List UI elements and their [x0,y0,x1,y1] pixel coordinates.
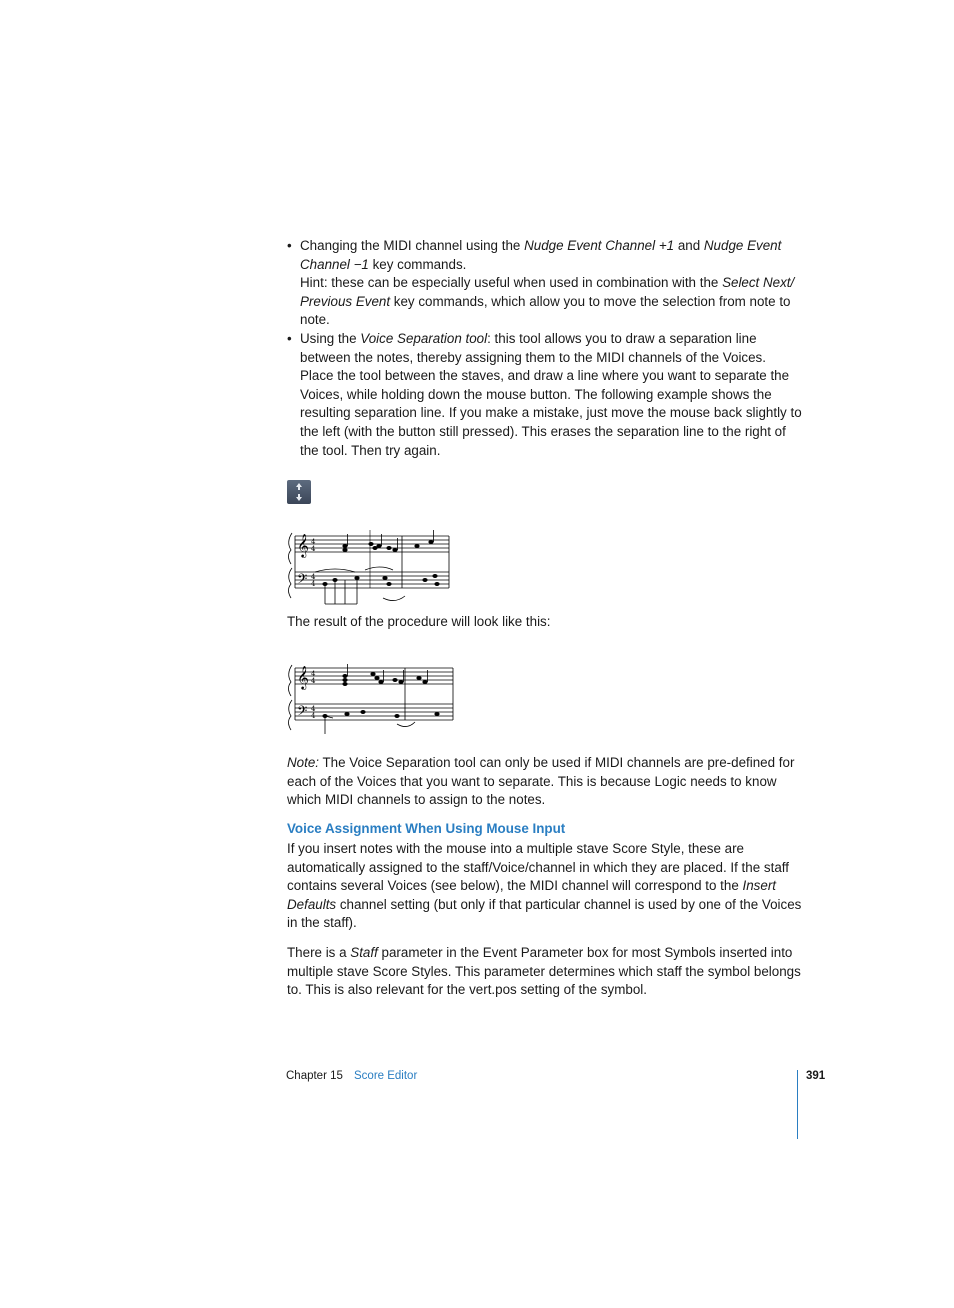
bullet1-command2: Nudge Event Channel −1 [300,238,782,272]
up-down-arrows-icon [287,480,311,504]
hint-text2: key commands, which allow you to move the selection from note to note. [300,293,791,328]
footer-chapter: Chapter 15 [286,1070,343,1082]
svg-text:4: 4 [311,677,316,685]
section-heading: Voice Assignment When Using Mouse Input [287,821,566,836]
bullet1-command1: Nudge Event Channel +1 [524,238,675,253]
score-example-separation [285,528,455,608]
bullet1-text2: and [674,238,704,253]
bullet1-text: Changing the MIDI channel using the [300,238,525,253]
svg-text:4: 4 [311,705,316,713]
bullet-voice-separation [287,330,802,460]
svg-text:4: 4 [311,670,316,678]
svg-text:4: 4 [311,573,316,581]
hint-text: Hint: these can be especially useful when used in combination with the [300,275,723,291]
bullet2-text2: : this tool allows you to draw a separation line between the notes, thereby assigning them to the MIDI channels of the Voices. Place the tool between the staves, and draw a line where you want to separate the Voices, while holding down the mouse button. The following example shows the resulting separation line. If you make a mistake, just move the mouse back slightly to the left (with the button still pressed). This erases the separation line to the right of the tool. Then try again. [300,330,802,458]
para2-text: There is a [287,945,351,960]
paragraph-staff-parameter [287,944,802,1000]
para1-text: If you insert notes with the mouse into a multiple stave Score Style, these are automatically assigned to the staff/Voice/channel in which they are placed. If the staff contains several Voices (see below), the MIDI channel will correspond to the [287,841,789,894]
para1-insert-defaults: Insert Defaults [287,878,777,912]
svg-text:𝄞: 𝄞 [297,533,309,557]
svg-text:4: 4 [311,580,316,588]
para1-text2: channel setting (but only if that particular channel is used by one of the Voices in the staff). [287,896,802,931]
svg-text:4: 4 [311,712,316,720]
footer-page-number: 391 [806,1070,826,1082]
bullet2-tool-name: Voice Separation tool [360,330,488,346]
note-label: Note: [287,755,320,770]
bullet-list [287,237,802,460]
note-paragraph [287,754,802,810]
svg-text:𝄢: 𝄢 [297,703,308,722]
hint-command: Select Next/ Previous Event [300,275,795,309]
svg-text:4: 4 [311,538,316,546]
para2-text2: parameter in the Event Parameter box for most Symbols inserted into multiple stave Score Styles. This parameter determines which staff the symbol belongs to. This is also relevant for the vert.pos setting of the symbol. [287,945,801,998]
paragraph-mouse-input [287,840,802,933]
para2-staff: Staff [350,945,378,960]
bullet-nudge-channel [287,237,802,330]
result-caption: The result of the procedure will look like this: [287,614,551,629]
svg-text:𝄢: 𝄢 [297,571,308,590]
bullet1-text3: key commands. [368,256,467,272]
note-text: The Voice Separation tool can only be used if MIDI channels are pre-defined for each of the Voices that you want to separate. This is because Logic needs to know which MIDI channels to assign to the notes. [287,755,795,808]
footer-chapter-title: Score Editor [354,1070,418,1082]
voice-separation-tool-icon [287,480,311,504]
svg-text:4: 4 [311,545,316,553]
bullet2-text: Using the [300,330,361,346]
footer-divider [797,1070,798,1139]
score-example-result [285,660,457,740]
svg-text:𝄞: 𝄞 [297,665,309,689]
